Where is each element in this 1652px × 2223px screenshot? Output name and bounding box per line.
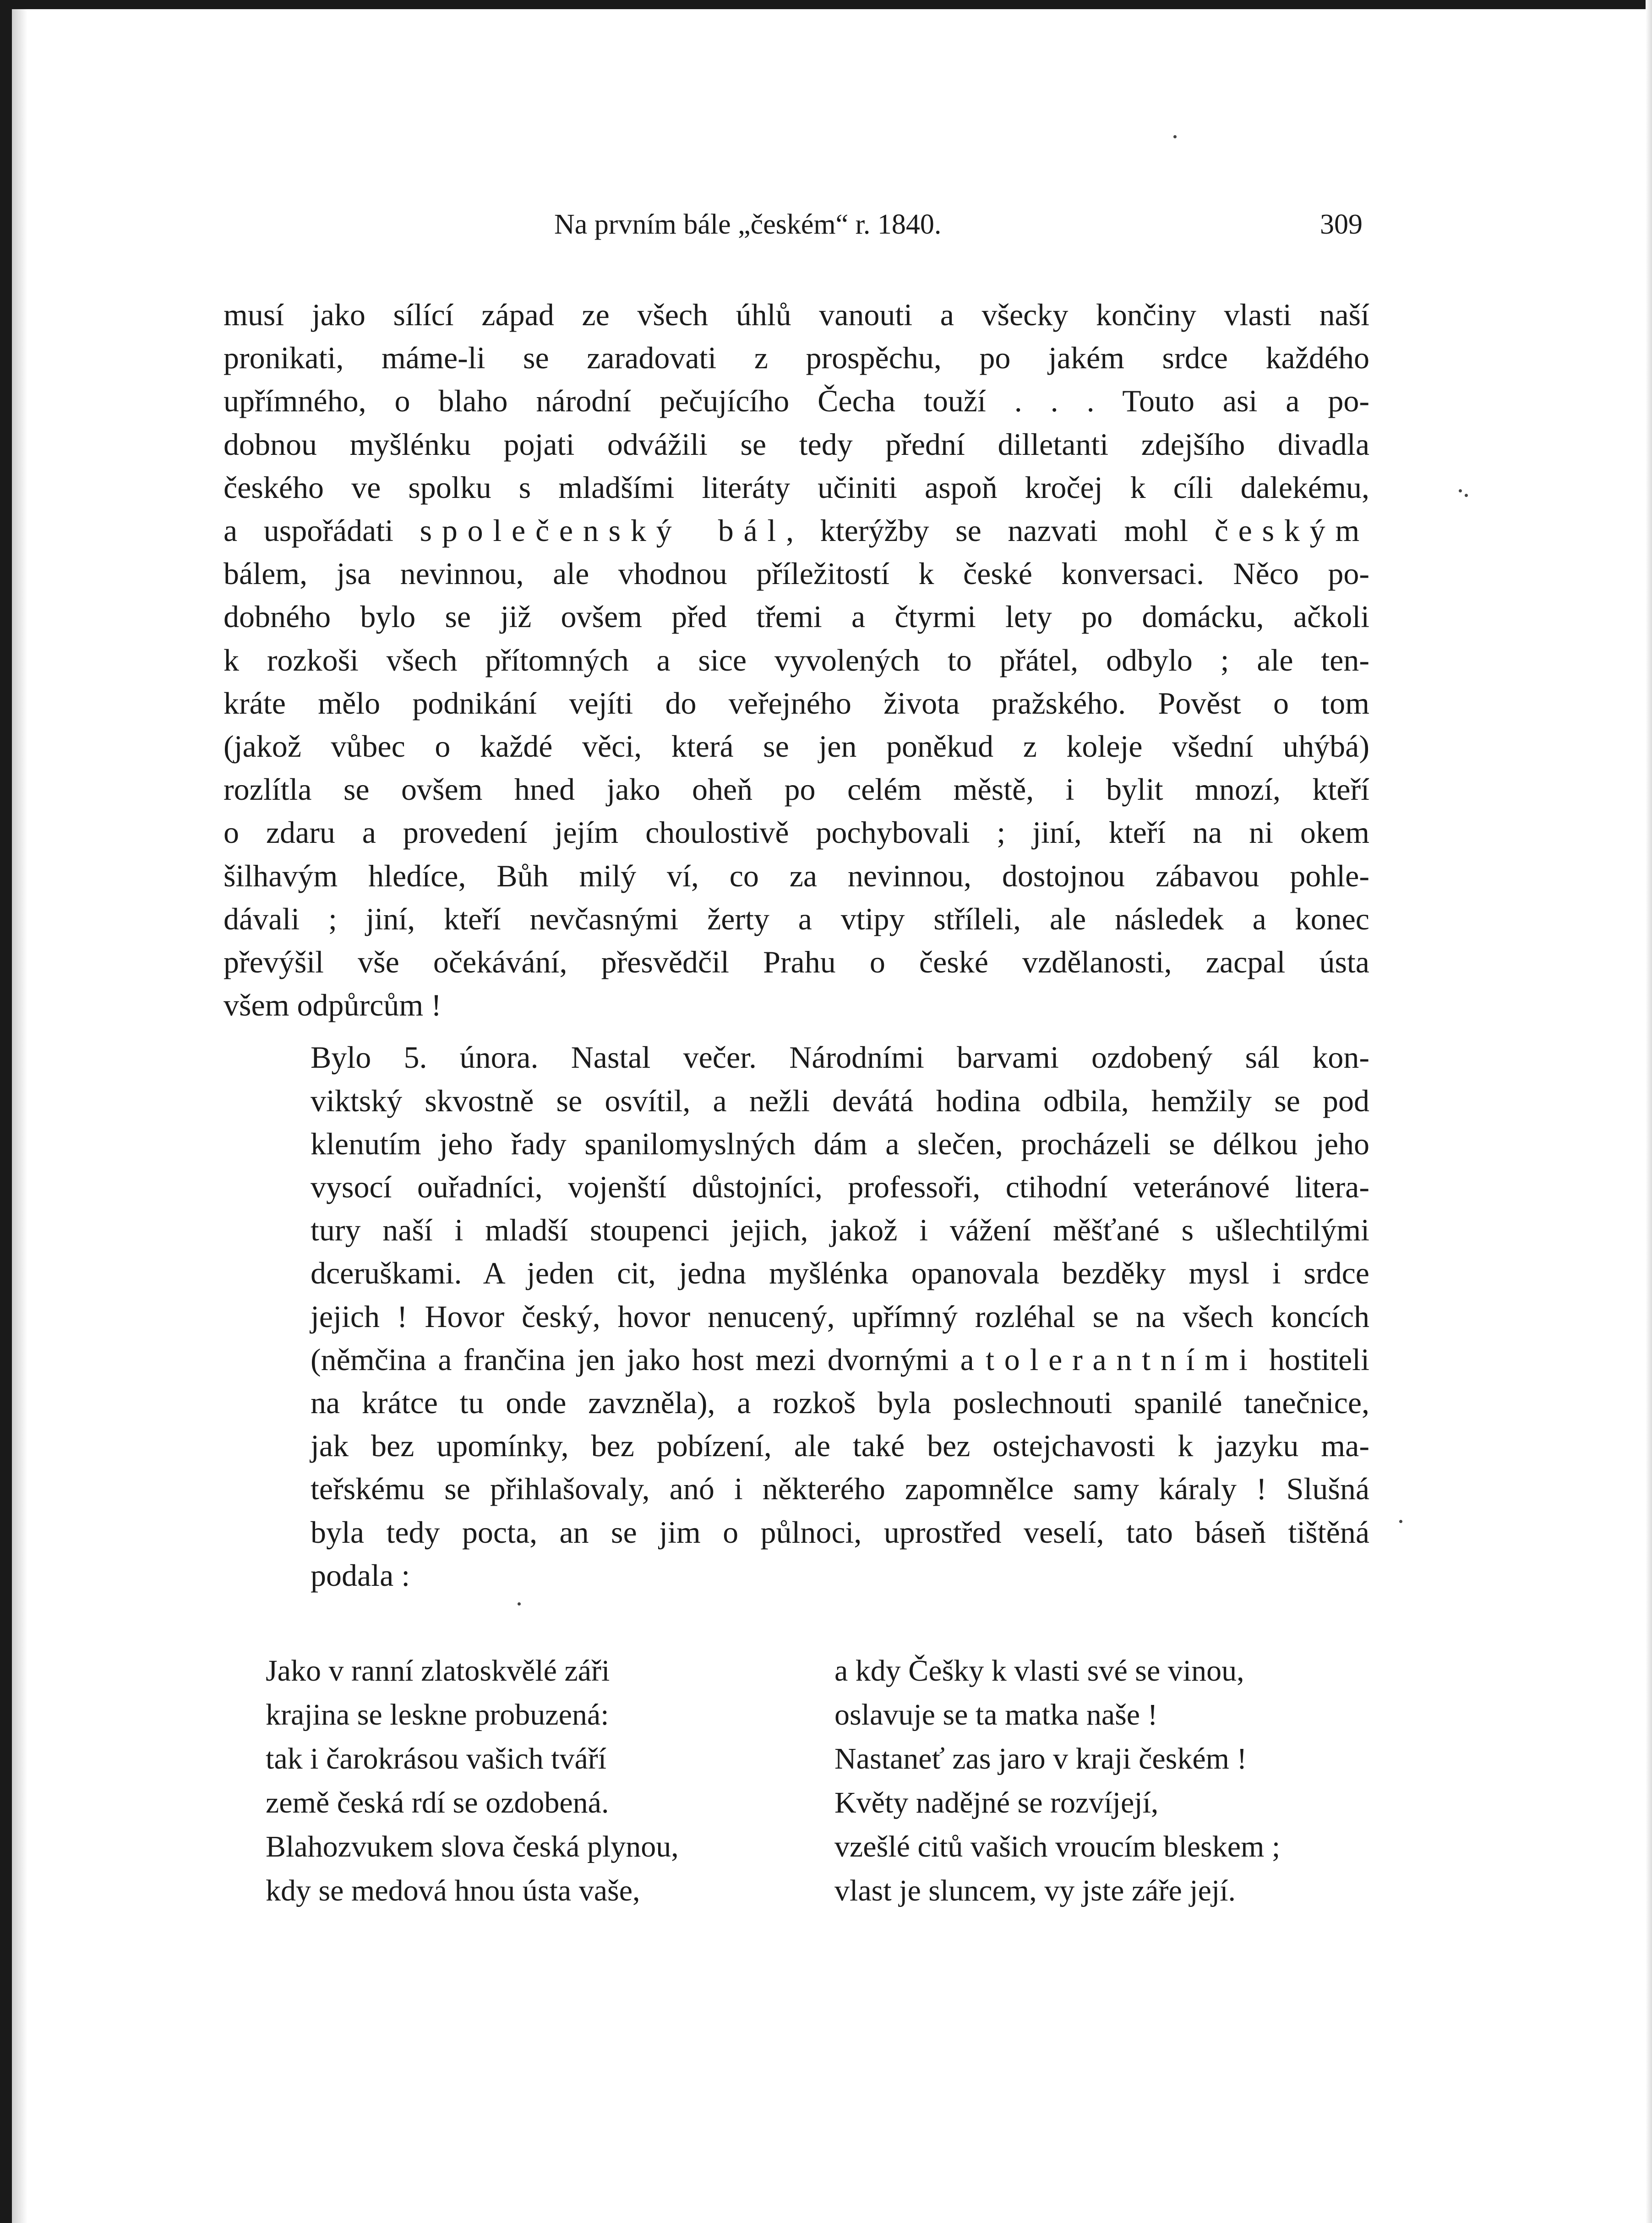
running-head (220, 204, 1374, 245)
page-number: 309 (1320, 209, 1363, 240)
text-line: šilhavým hledíce, Bůh milý ví, co za nevinnou, dostojnou zábavou pohle- (224, 858, 1369, 893)
text-line: rozlítla se ovšem hned jako oheň po celém městě, i bylit mnozí, kteří (224, 772, 1369, 807)
poem-verse: vlast je sluncem, vy jste záře její. (834, 1874, 1236, 1907)
text-line: podala : (311, 1557, 410, 1593)
text-run: a uspořádati (224, 513, 420, 548)
text-line: teřskému se přihlašovaly, anó i některého zapomnělce samy káraly ! Slušná (311, 1471, 1369, 1507)
poem-right-column (834, 1649, 1375, 1913)
text-line (224, 509, 1369, 552)
text-line: vysocí ouřadníci, vojenští důstojníci, professoři, ctihodní veteránové litera- (311, 1169, 1369, 1205)
text-line: musí jako sílící západ ze všech úhlů vanouti a všecky končiny vlasti naší (224, 297, 1369, 332)
text-line: bálem, jsa nevinnou, ale vhodnou příležitostí k české konversaci. Něco po- (224, 556, 1369, 591)
poem-verse: oslavuje se ta matka naše ! (834, 1698, 1158, 1731)
spaced-emphasis: společenský bál (420, 513, 786, 548)
scan-top-edge (0, 0, 1652, 9)
text-line: dobnou myšlénku pojati odvážili se tedy přední dilletanti zdejšího divadla (224, 426, 1369, 462)
paragraph-1 (224, 293, 1369, 1027)
scan-left-edge (0, 0, 12, 2223)
poem-verse: vzešlé citů vašich vroucím bleskem ; (834, 1830, 1281, 1863)
spaced-emphasis: tolerantními (986, 1342, 1258, 1377)
text-line: všem odpůrcům ! (224, 988, 442, 1023)
poem-verse: Blahozvukem slova česká plynou, (266, 1830, 679, 1863)
text-line: k rozkoši všech přítomných a sice vyvolených to přátel, odbylo ; ale ten- (224, 642, 1369, 677)
text-line: pronikati, máme-li se zaradovati z prospěchu, po jakém srdce každého (224, 340, 1369, 376)
text-line: o zdaru a provedení jejím choulostivě pochybovali ; jiní, kteří na ni okem (224, 815, 1369, 850)
text-line: klenutím jeho řady spanilomyslných dám a slečen, procházeli se délkou jeho (311, 1126, 1369, 1161)
scan-speck (518, 1602, 521, 1606)
text-run: hostiteli (1257, 1342, 1369, 1377)
text-line: kráte mělo podnikání vejíti do veřejného života pražského. Pověst o tom (224, 685, 1369, 721)
poem-verse: krajina se leskne probuzená: (266, 1698, 609, 1731)
scan-speck (1399, 1520, 1402, 1523)
text-line: dávali ; jiní, kteří nevčasnými žerty a vtipy stříleli, ale následek a konec (224, 901, 1369, 936)
text-line: upřímného, o blaho národní pečujícího Čecha touží . . . Touto asi a po- (224, 383, 1369, 419)
text-line: tury naší i mladší stoupenci jejich, jakož i vážení měšťané s ušlechtilými (311, 1213, 1369, 1248)
text-line: dobného bylo se již ovšem před třemi a čtyrmi lety po domácku, ačkoli (224, 599, 1369, 634)
body-text (224, 293, 1369, 1597)
text-line: převýšil vše očekávání, přesvědčil Prahu o české vzdělanosti, zacpal ústa (224, 945, 1369, 980)
text-line: (jakož vůbec o každé věci, která se jen poněkud z koleje všední uhýbá) (224, 729, 1369, 764)
text-line: na krátce tu onde zavzněla), a rozkoš byla poslechnouti spanilé tanečnice, (311, 1385, 1369, 1420)
poem-verse: tak i čarokrásou vašich tváří (266, 1742, 607, 1775)
scan-speck (1465, 494, 1468, 497)
poem-left-column (266, 1649, 806, 1913)
poem-verse: Květy nadějné se rozvíjejí, (834, 1786, 1159, 1819)
paragraph-2 (224, 1036, 1369, 1597)
text-run: , kterýžby se nazvati mohl (786, 513, 1215, 548)
poem-verse: Jako v ranní zlatoskvělé záři (266, 1654, 610, 1688)
scan-speck (1459, 489, 1462, 492)
text-line: dceruškami. A jeden cit, jedna myšlénka opanovala bezděky mysl i srdce (311, 1256, 1369, 1291)
text-line: byla tedy pocta, an se jim o půlnoci, uprostřed veselí, tato báseň tištěná (311, 1514, 1369, 1550)
poem-verse: a kdy Češky k vlasti své se vinou, (834, 1654, 1244, 1688)
scan-left-shadow (12, 9, 27, 2223)
poem-verse: kdy se medová hnou ústa vaše, (266, 1874, 640, 1907)
text-run: (němčina a frančina jen jako host mezi dvornými a (311, 1342, 986, 1377)
scan-speck (1173, 135, 1177, 138)
spaced-emphasis: českým (1214, 513, 1369, 548)
poem-verse: Nastaneť zas jaro v kraji českém ! (834, 1742, 1247, 1775)
text-line: českého ve spolku s mladšími literáty učiniti aspoň kročej k cíli dalekému, (224, 470, 1369, 505)
poem-verse: země česká rdí se ozdobená. (266, 1786, 609, 1819)
text-line: jejich ! Hovor český, hovor nenucený, upřímný rozléhal se na všech koncích (311, 1299, 1369, 1334)
text-line: Bylo 5. února. Nastal večer. Národními barvami ozdobený sál kon- (311, 1040, 1369, 1075)
scan-right-edge (1646, 0, 1652, 2223)
text-line (224, 1338, 1369, 1381)
running-title: Na prvním bále „českém“ r. 1840. (554, 209, 942, 240)
text-line: viktský skvostně se osvítil, a nežli devátá hodina odbila, hemžily se pod (311, 1083, 1369, 1118)
text-line: jak bez upomínky, bez pobízení, ale také bez ostejchavosti k jazyku ma- (311, 1428, 1369, 1464)
